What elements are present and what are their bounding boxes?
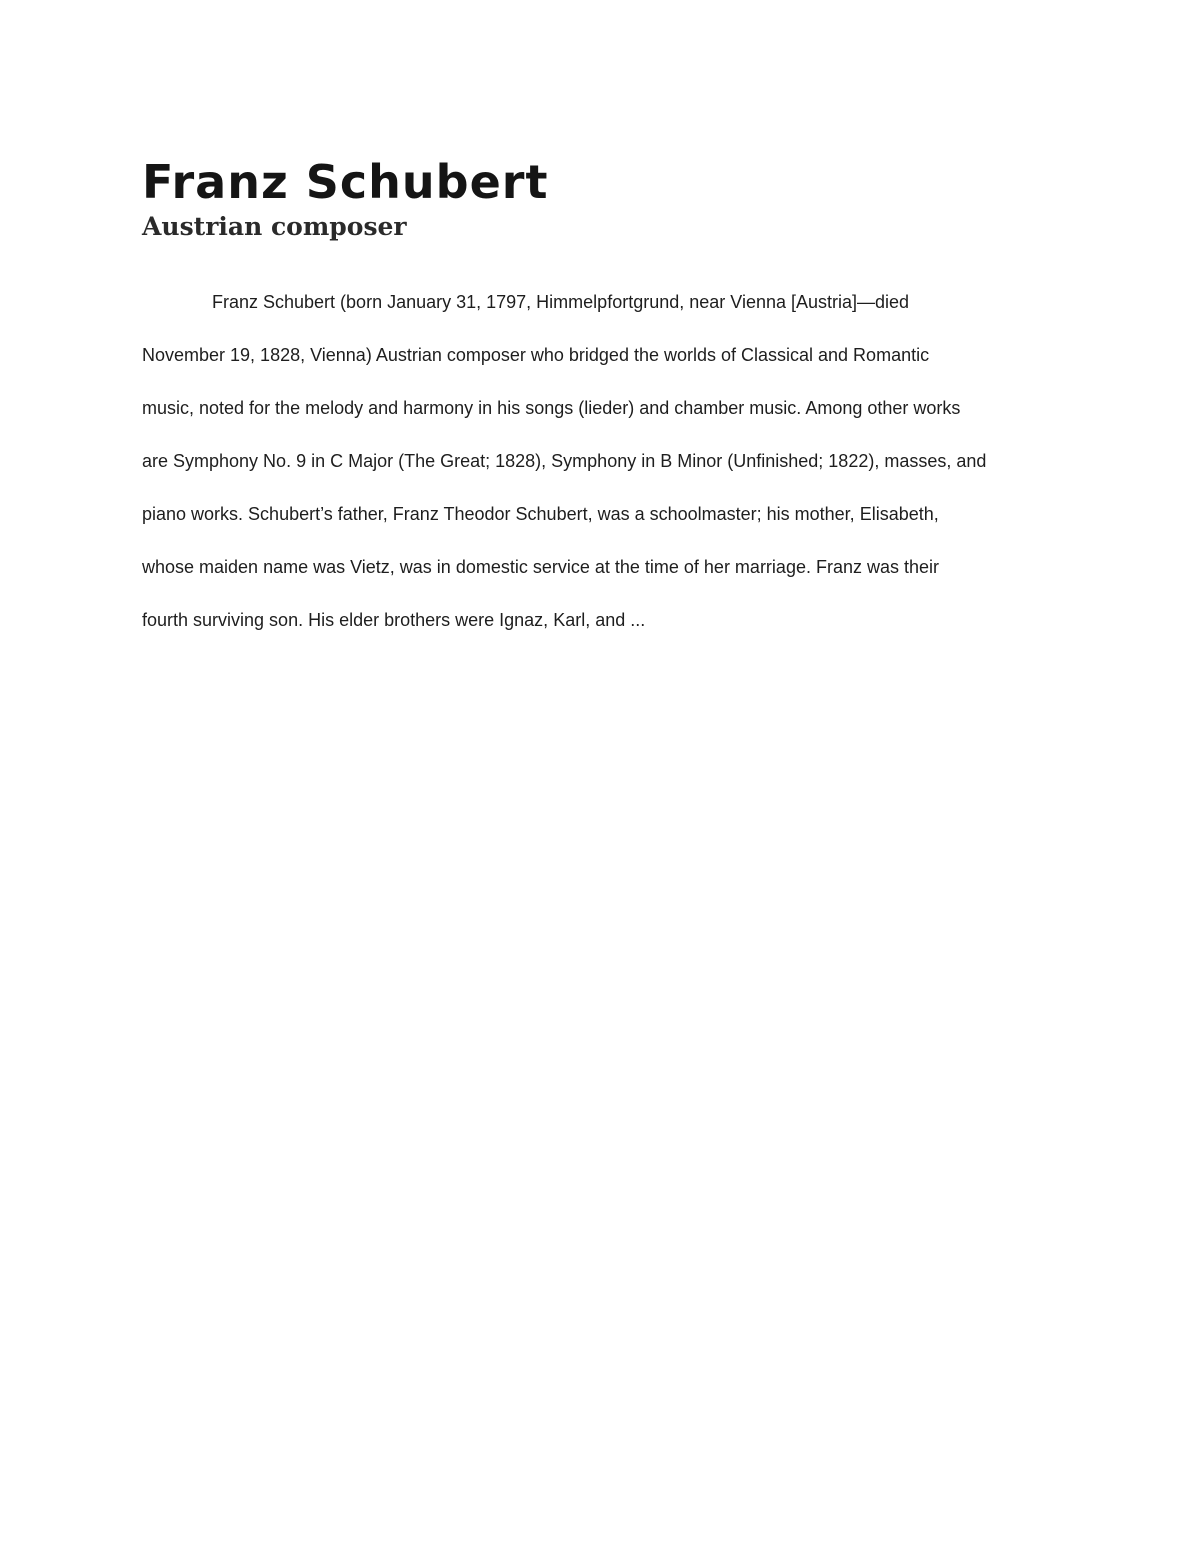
paragraph-line: piano works. Schubert’s father, Franz Theodor Schubert, was a schoolmaster; his mother, Elisabeth, [142, 504, 939, 524]
paragraph-line: whose maiden name was Vietz, was in domestic service at the time of her marriage. Franz was their [142, 557, 940, 577]
paragraph-line: fourth surviving son. His elder brothers were Ignaz, Karl, and ... [142, 610, 646, 630]
page-title: Franz Schubert [142, 155, 549, 209]
body-paragraph [142, 284, 1082, 655]
paragraph-line: November 19, 1828, Vienna) Austrian composer who bridged the worlds of Classical and Romantic [142, 345, 930, 365]
page-subtitle: Austrian composer [142, 212, 407, 241]
paragraph-line: Franz Schubert (born January 31, 1797, Himmelpfortgrund, near Vienna [Austria]—died [212, 292, 910, 312]
paragraph-line: are Symphony No. 9 in C Major (The Great; 1828), Symphony in B Minor (Unfinished; 1822), masses, and [142, 451, 987, 471]
paragraph-line: music, noted for the melody and harmony in his songs (lieder) and chamber music. Among other works [142, 398, 961, 418]
